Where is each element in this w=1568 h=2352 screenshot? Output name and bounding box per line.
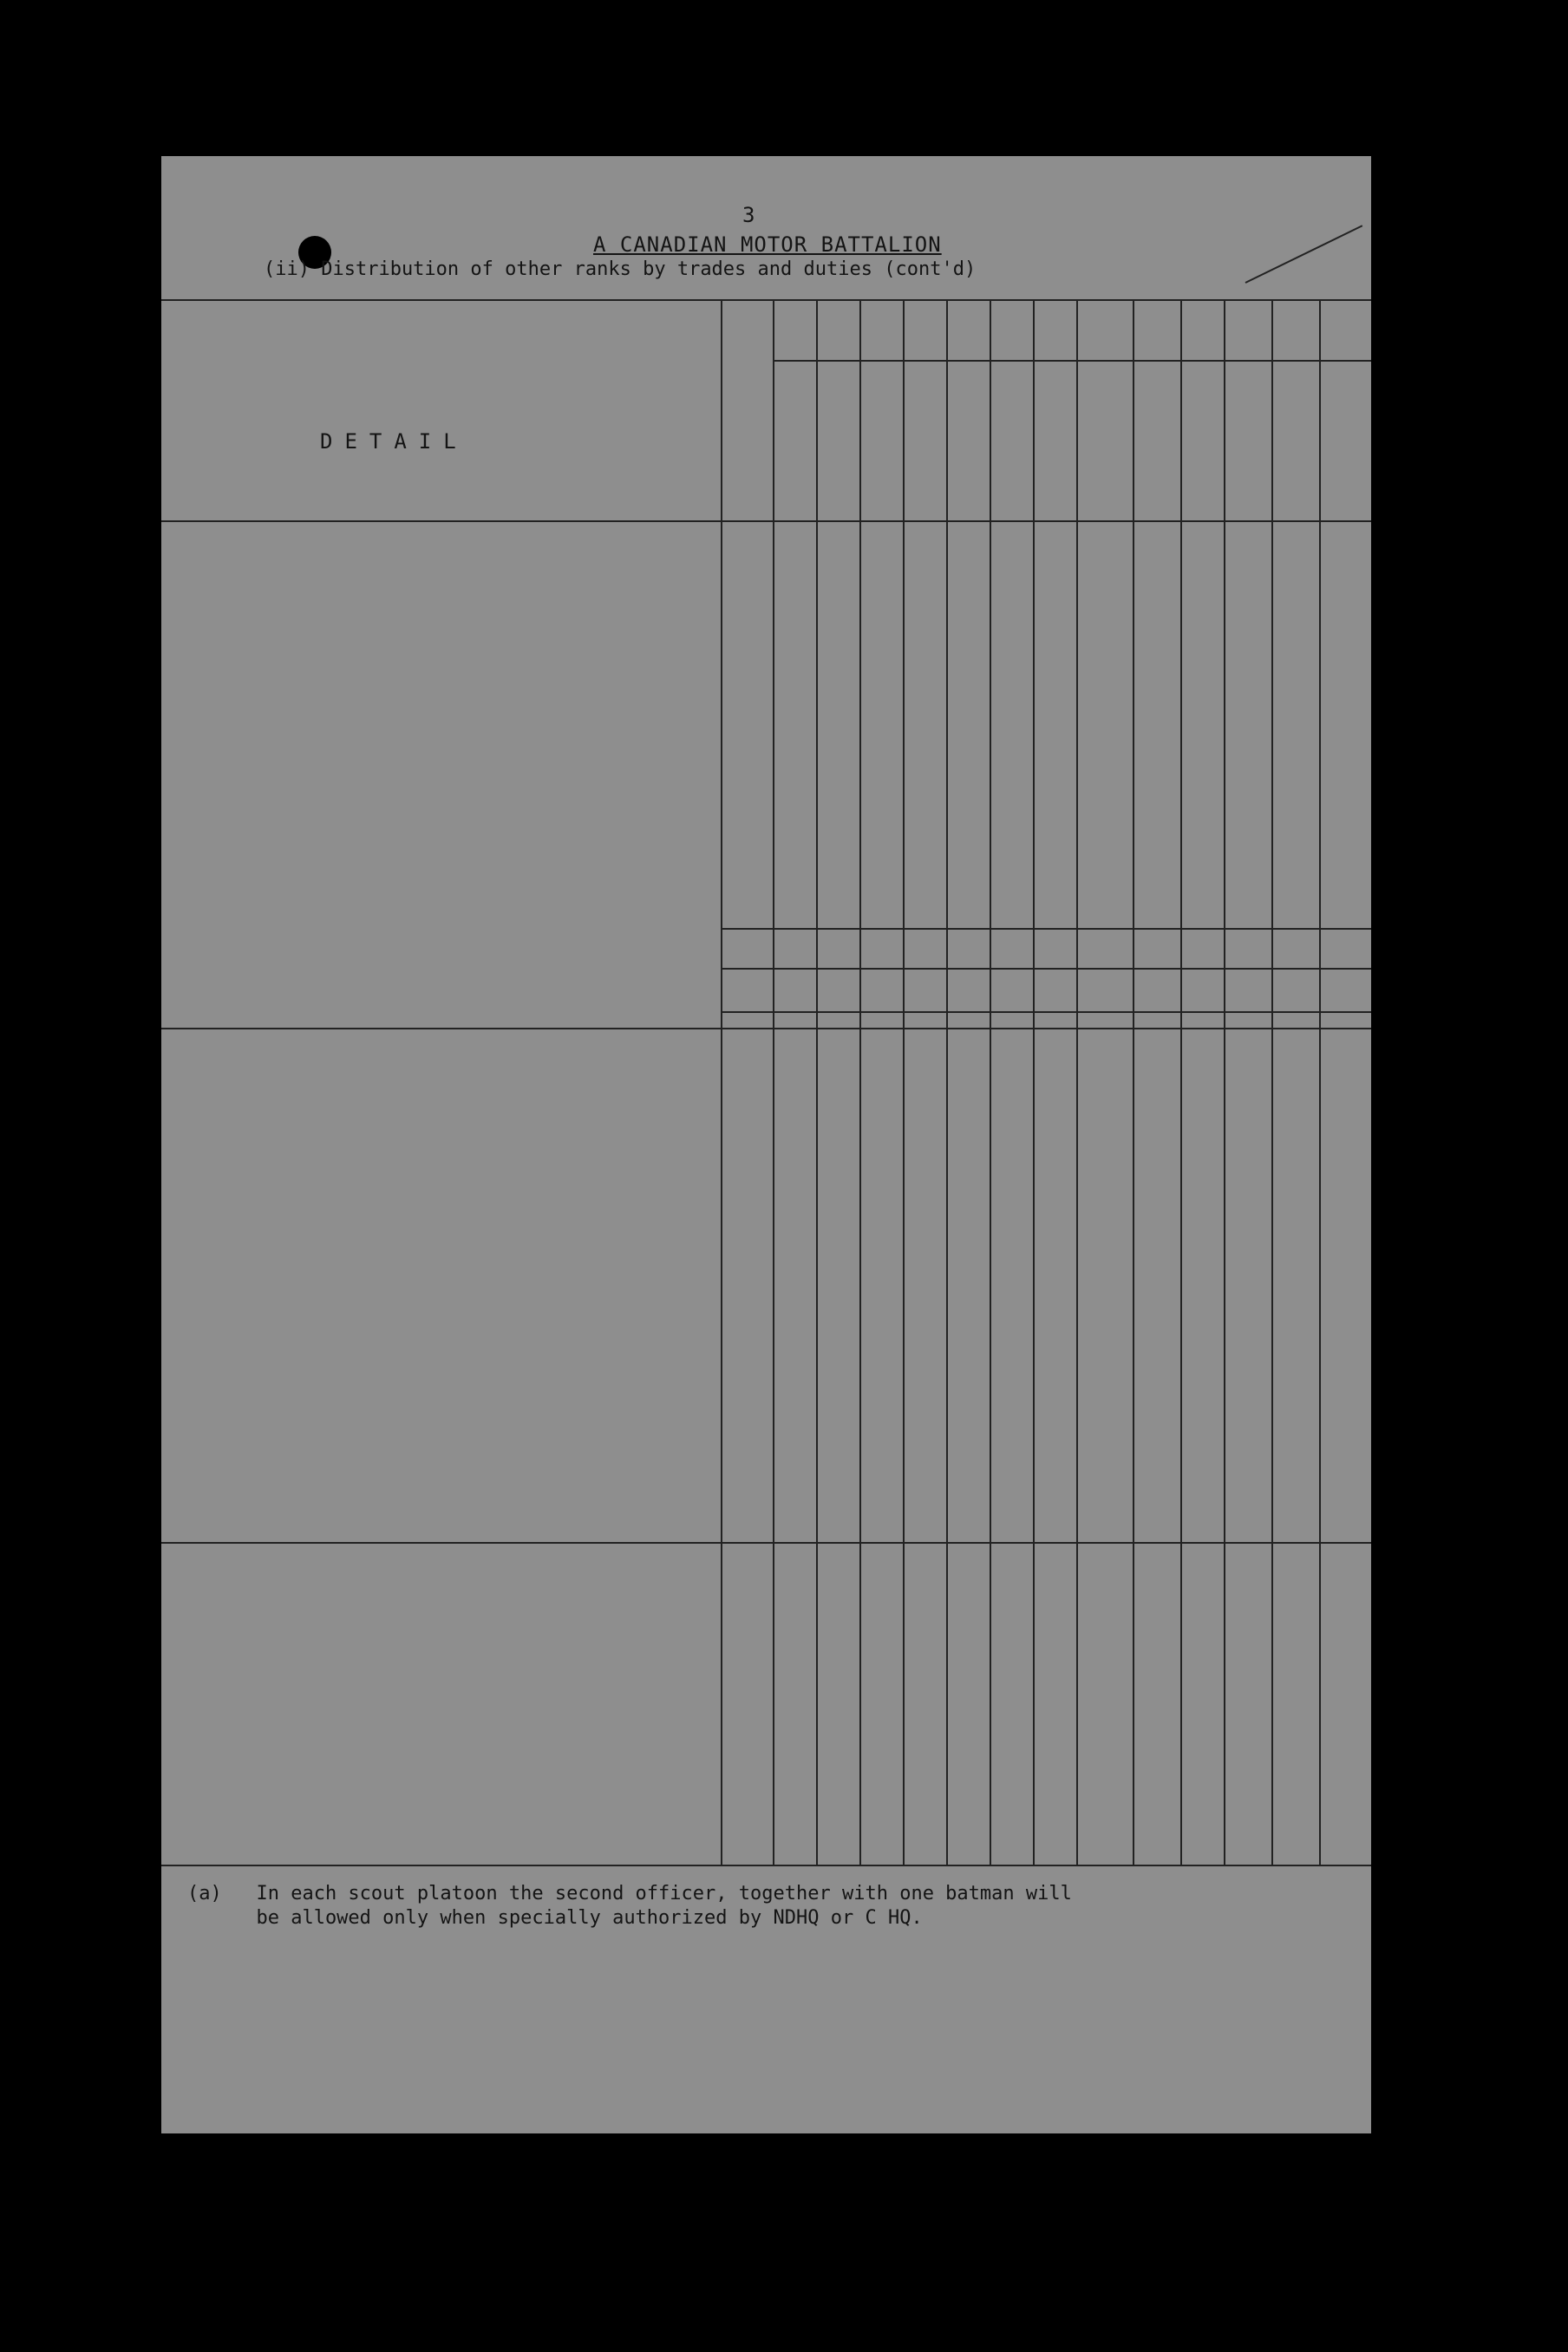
section-rule [161,1542,1371,1544]
header-bottom-rule [161,520,1371,522]
column-divider [1224,299,1225,1865]
pen-stroke [1245,225,1363,284]
total-rule [721,968,1371,970]
section-rule [161,1028,1371,1029]
column-divider [1033,299,1035,1865]
document-title: A CANADIAN MOTOR BATTALION [593,232,942,257]
column-divider [1076,299,1078,1865]
totals-top-rule [721,928,1371,930]
table-top-rule [161,299,1371,301]
column-divider [773,299,774,1865]
column-divider [721,299,722,1865]
column-divider [816,299,818,1865]
document-subtitle: (ii) Distribution of other ranks by trades and duties (cont'd) [264,258,977,280]
column-divider [903,299,905,1865]
detail-heading: DETAIL [320,429,468,454]
column-divider [990,299,991,1865]
column-divider [1319,299,1321,1865]
total-rule [721,1011,1371,1013]
column-divider [1180,299,1182,1865]
column-divider [946,299,948,1865]
column-divider [1271,299,1273,1865]
page-number: 3 [742,203,755,227]
footnote: (a) In each scout platoon the second officer, together with one batman will be allowed only when specially authorized by NDHQ or C HQ. [187,1883,1072,1929]
document-page [161,156,1371,2133]
table-bottom-rule [161,1865,1371,1866]
column-divider [1133,299,1134,1865]
group-header-rule [773,360,1371,362]
column-divider [859,299,861,1865]
